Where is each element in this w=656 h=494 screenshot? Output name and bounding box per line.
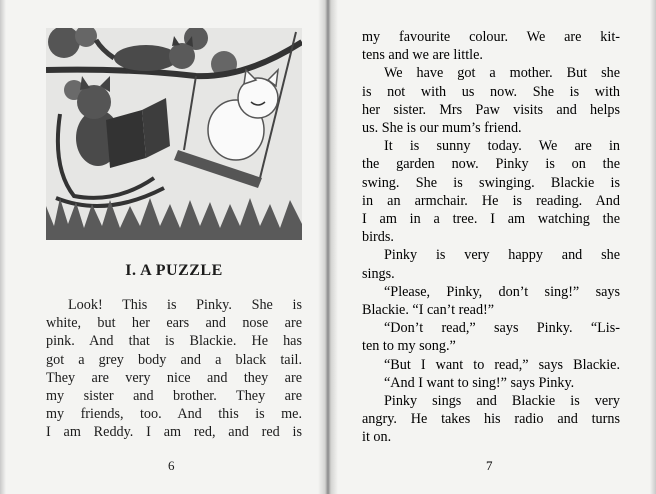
chapter-title: I. A PUZZLE <box>125 262 223 279</box>
text-line: is not with us now. She is with <box>362 83 620 100</box>
text-line: It is sunny today. We are in <box>384 138 620 155</box>
text-line: tens and we are little. <box>362 47 483 64</box>
text-line: Look! This is Pinky. She is <box>68 297 302 313</box>
text-line: us. She is our mum’s friend. <box>362 120 522 137</box>
page-number: 6 <box>168 458 175 473</box>
left-page-text <box>46 296 302 442</box>
text-line: Pinky is very happy and she <box>384 247 620 264</box>
text-line: sings. <box>362 265 395 282</box>
left-page <box>0 0 324 494</box>
text-line: in an armchair. He is reading. And <box>362 192 620 209</box>
text-line: They are very nice and they are <box>46 369 302 386</box>
text-line: got a grey body and a black tail. <box>46 351 302 368</box>
text-line: I am in a tree. I am watching the <box>362 211 620 228</box>
text-line: my friends, too. And this is me. <box>46 406 302 423</box>
text-line: Blackie. “I can’t read!” <box>362 302 495 319</box>
text-line: angry. He takes his radio and turns <box>362 411 620 428</box>
text-line: my favourite colour. We are kit- <box>362 29 620 45</box>
text-line: ten to my song.” <box>362 338 456 355</box>
text-line: the garden now. Pinky is on the <box>362 156 620 173</box>
text-line: “But I want to read,” says Blackie. <box>384 356 620 373</box>
page-number: 7 <box>486 458 493 473</box>
text-line: it on. <box>362 429 392 446</box>
text-line: birds. <box>362 229 394 246</box>
text-line: We have got a mother. But she <box>384 65 620 82</box>
text-line: “And I want to sing!” says Pinky. <box>384 374 575 391</box>
text-line: Pinky sings and Blackie is very <box>384 393 620 410</box>
text-line: “Don’t read,” says Pinky. “Lis- <box>384 320 620 337</box>
text-line: “Please, Pinky, don’t sing!” says <box>384 283 620 300</box>
text-line: pink. And that is Blackie. He has <box>46 333 302 350</box>
kittens-illustration <box>46 28 302 240</box>
text-line: my sister and brother. They are <box>46 388 302 405</box>
text-line: swing. She is swinging. Blackie is <box>362 174 620 191</box>
right-page-text <box>362 28 620 447</box>
text-line: white, but her ears and nose are <box>46 315 302 332</box>
text-line: her sister. Mrs Paw visits and helps <box>362 101 620 118</box>
text-line: I am Reddy. I am red, and red is <box>46 424 302 441</box>
